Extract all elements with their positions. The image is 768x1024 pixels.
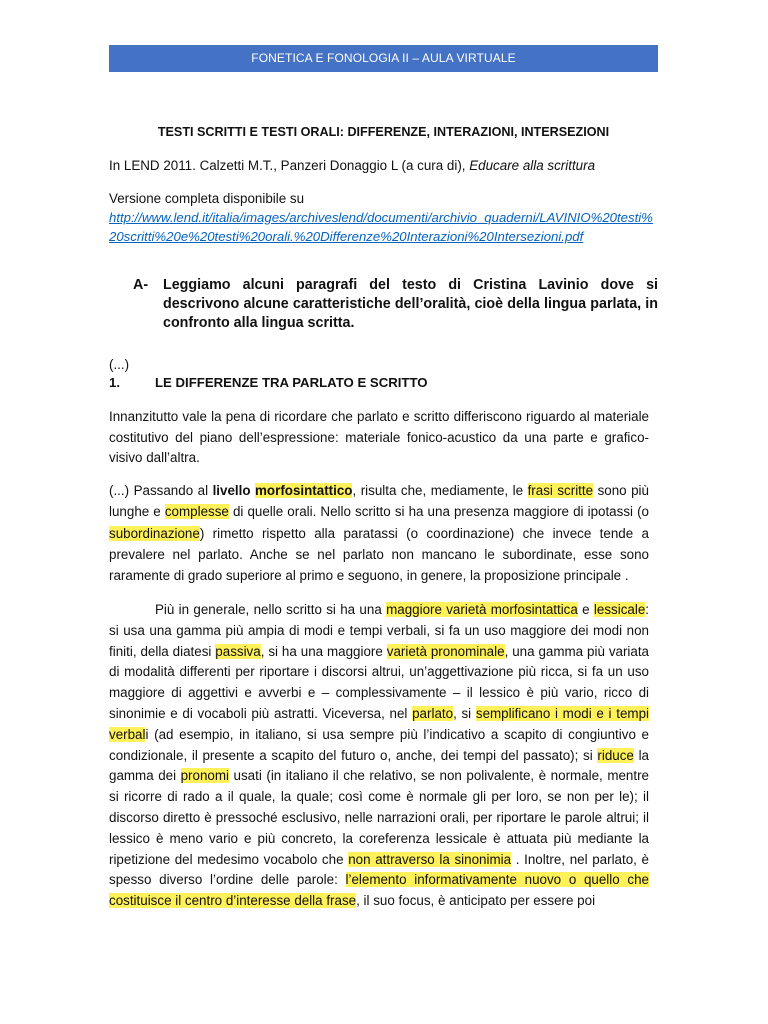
paragraph-2: (...) Passando al livello morfosintattico, risulta che, mediamente, le frasi scritte sono più lunghe e complesse di quelle orali. Nello scritto si ha una presenza maggiore di ipotassi (o subordinazione) rimetto rispetto alla paratassi (o coordinazione) che invece tende a prevalere nel parlato. Anche se nel parlato non mancano le subordinate, esse sono raramente di grado superiore al primo e seguono, in genere, la proposizione principale . (109, 483, 649, 584)
highlight: non attraverso la sinonimia (348, 851, 512, 867)
paragraph-1: Innanzitutto vale la pena di ricordare che parlato e scritto differiscono riguardo al materiale costitutivo del piano dell’espressione: materiale fonico-acustico da una parte e grafico-visivo dall’altra. (109, 409, 649, 465)
highlight: maggiore varietà morfosintattica (386, 602, 578, 617)
highlight: parlato (412, 705, 454, 721)
highlight: morfosintattico (255, 483, 353, 498)
source-pdf-link[interactable]: http://www.lend.it/italia/images/archiveslend/documenti/archivio_quaderni/LAVINIO%20testi%20scritti%20e%20testi%20orali.%20Differenze%20Interazioni%20Intersezioni.pdf (109, 210, 653, 244)
reference-book-title: Educare alla scrittura (469, 158, 596, 173)
availability-note (109, 189, 658, 246)
highlight: l’elemento informativamente nuovo o quello che costituisce il centro d’interesse della frase (109, 872, 649, 909)
section-a-label: A- (133, 277, 149, 293)
ellipsis: (...) (109, 357, 130, 372)
reference-prefix: In LEND 2011. Calzetti M.T., Panzeri Donaggio L (a cura di), (109, 158, 470, 173)
highlight: pronomi (180, 768, 229, 784)
source-reference (109, 158, 658, 173)
section-heading-text: LE DIFFERENZE TRA PARLATO E SCRITTO (155, 375, 428, 390)
emphasis: livello (212, 483, 256, 498)
highlight: varietà pronominale (386, 643, 505, 659)
paragraph-3: Più in generale, nello scritto si ha una maggiore varietà morfosintattica e lessicale: si usa una gamma più ampia di modi e tempi verbali, si fa un uso maggiore dei modi non finiti, della diatesi passiva, si ha una maggiore varietà pronominale, una gamma più variata di modalità differenti per riportare i discorsi altrui, un’aggettivazione più ricca, si fa un uso maggiore di aggettivi e avverbi e – complessivamente – il lessico è più vario, ricco di sinonimie e di vocaboli più astratti. Viceversa, nel parlato, si semplificano i modi e i tempi verbali (ad esempio, in italiano, si usa sempre più l’indicativo a scapito di congiuntivo e condizionale, il presente a scapito del futuro o, anche, dei tempi del passato); si riduce la gamma dei pronomi usati (in italiano il che relativo, se non polivalente, è normale, mentre si ricorre di rado a il quale, la quale; così come è normale gli per loro, se non per le); il discorso diretto è pressoché esclusivo, nelle narrazioni orali, per riportare le parole altrui; il lessico è meno vario e più concreto, la coreferenza lessicale è attuata più mediante la ripetizione del medesimo vocabolo che non attraverso la sinonimia . Inoltre, nel parlato, è spesso diverso l’ordine delle parole: l’elemento informativamente nuovo o quello che costituisce il centro d’interesse della frase, il suo focus, è anticipato per essere poi (109, 602, 650, 909)
section-number: 1. (109, 375, 120, 390)
highlight: lessicale (593, 602, 646, 617)
section-a (133, 276, 658, 333)
highlight: semplificano i modi e i tempi verbal (109, 705, 649, 742)
section-heading (109, 375, 658, 390)
highlight: complesse (164, 504, 229, 520)
document-title: TESTI SCRITTI E TESTI ORALI: DIFFERENZE, INTERAZIONI, INTERSEZIONI (157, 125, 610, 139)
highlight: passiva (215, 643, 261, 659)
highlight: subordinazione (109, 525, 200, 541)
highlight: frasi scritte (527, 483, 594, 498)
availability-label: Versione completa disponibile su (109, 191, 305, 206)
course-banner: FONETICA E FONOLOGIA II – AULA VIRTUALE (109, 45, 658, 72)
highlight: riduce (597, 747, 634, 763)
section-a-text: Leggiamo alcuni paragrafi del testo di Cristina Lavinio dove si descrivono alcune caratteristiche dell’oralità, cioè della lingua parlata, in confronto alla lingua scritta. (163, 277, 658, 331)
